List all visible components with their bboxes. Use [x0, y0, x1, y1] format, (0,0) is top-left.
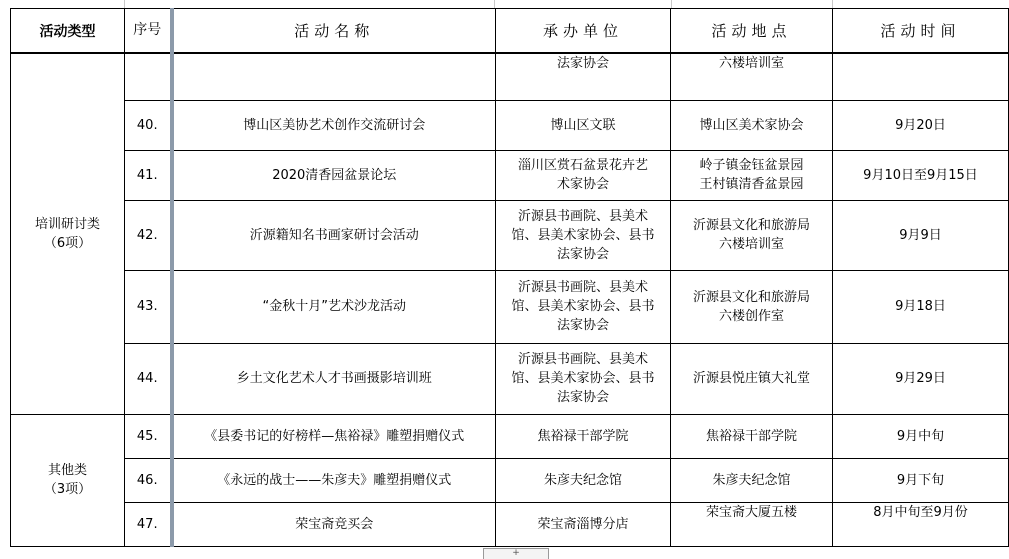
table-header-row: [11, 9, 1009, 54]
time-cell: 9月中旬: [833, 414, 1009, 458]
activity-name-cell: [172, 53, 496, 100]
category-cell: [11, 414, 125, 546]
category-count: （3项）: [43, 482, 92, 497]
location-line: 焦裕禄干部学院: [705, 428, 797, 444]
activity-name-cell: 《县委书记的好榜样—焦裕禄》雕塑捐赠仪式: [172, 414, 496, 458]
table-row: [11, 502, 1009, 546]
location-line: 六楼培训室: [718, 56, 784, 71]
organizer-cell: [496, 150, 671, 200]
document-table-area: [10, 8, 1008, 547]
organizer-line: 馆、县美术家协会、县书: [511, 371, 655, 386]
organizer-line: 朱彦夫纪念馆: [543, 472, 622, 488]
add-sheet-tab[interactable]: +: [483, 548, 549, 559]
table-row: [11, 458, 1009, 502]
seq-cell: 43.: [125, 270, 172, 343]
organizer-line: 淄川区赏石盆景花卉艺: [517, 158, 648, 173]
organizer-cell: [496, 200, 671, 270]
activity-name-cell: 乡土文化艺术人才书画摄影培训班: [172, 343, 496, 414]
activity-name-cell: 2020清香园盆景论坛: [172, 150, 496, 200]
organizer-cell: [496, 100, 671, 150]
activity-name-cell: 沂源籍知名书画家研讨会活动: [172, 200, 496, 270]
time-cell: 9月29日: [833, 343, 1009, 414]
column-marker: [832, 0, 833, 8]
location-cell: [671, 343, 833, 414]
organizer-line: 焦裕禄干部学院: [537, 428, 629, 444]
activity-name-cell: “金秋十月”艺术沙龙活动: [172, 270, 496, 343]
organizer-cell: [496, 502, 671, 546]
category-title: 其他类: [47, 463, 87, 478]
seq-cell: 41.: [125, 150, 172, 200]
category-count: （6项）: [43, 235, 92, 251]
seq-cell: 40.: [125, 100, 172, 150]
location-line: 沂源县文化和旅游局: [692, 289, 810, 305]
time-cell: 8月中旬至9月份: [833, 502, 1009, 546]
location-line: 岭子镇金钰盆景园: [699, 158, 804, 173]
location-line: 荣宝斋大厦五楼: [705, 504, 797, 520]
location-line: 沂源县文化和旅游局: [692, 218, 810, 233]
header-organizer: 承办单位: [496, 9, 671, 54]
table-row: [11, 343, 1009, 414]
time-cell: 9月9日: [833, 200, 1009, 270]
table-row: [11, 200, 1009, 270]
organizer-line: 术家协会: [556, 177, 609, 192]
location-line: 王村镇清香盆景园: [699, 177, 804, 192]
seq-cell: [125, 53, 172, 100]
activity-name-cell: 荣宝斋竞买会: [172, 502, 496, 546]
table-row: [11, 150, 1009, 200]
location-cell: [671, 100, 833, 150]
activity-name-cell: 博山区美协艺术创作交流研讨会: [172, 100, 496, 150]
seq-cell: 47.: [125, 502, 172, 546]
location-cell: [671, 53, 833, 100]
location-cell: [671, 458, 833, 502]
time-cell: [833, 53, 1009, 100]
table-row: [11, 100, 1009, 150]
seq-cell: 45.: [125, 414, 172, 458]
table-row: [11, 53, 1009, 100]
category-title: 培训研讨类: [34, 216, 100, 232]
column-marker: [494, 0, 495, 8]
seq-cell: 46.: [125, 458, 172, 502]
header-time: 活动时间: [833, 9, 1009, 54]
organizer-line: 荣宝斋淄博分店: [537, 516, 629, 532]
location-line: 博山区美术家协会: [699, 117, 804, 133]
table-row: [11, 270, 1009, 343]
organizer-line: 馆、县美术家协会、县书: [511, 227, 655, 243]
organizer-line: 法家协会: [556, 246, 609, 262]
location-cell: [671, 502, 833, 546]
header-category: 活动类型: [11, 9, 125, 54]
time-cell: 9月10日至9月15日: [833, 150, 1009, 200]
column-marker: [671, 0, 672, 8]
seq-cell: 44.: [125, 343, 172, 414]
activity-table: [10, 8, 1009, 547]
header-location: 活动地点: [671, 9, 833, 54]
organizer-line: 博山区文联: [550, 117, 616, 133]
location-cell: [671, 150, 833, 200]
location-line: 朱彦夫纪念馆: [712, 472, 791, 488]
location-cell: [671, 414, 833, 458]
location-line: 沂源县悦庄镇大礼堂: [692, 371, 810, 386]
location-line: 六楼培训室: [718, 237, 784, 252]
organizer-line: 法家协会: [556, 318, 609, 333]
organizer-cell: [496, 270, 671, 343]
organizer-cell: [496, 458, 671, 502]
location-cell: [671, 270, 833, 343]
time-cell: 9月18日: [833, 270, 1009, 343]
category-cell: [11, 53, 125, 414]
organizer-line: 馆、县美术家协会、县书: [511, 299, 655, 314]
time-cell: 9月20日: [833, 100, 1009, 150]
activity-name-cell: 《永远的战士——朱彦夫》雕塑捐赠仪式: [172, 458, 496, 502]
organizer-cell: [496, 343, 671, 414]
table-body: [11, 53, 1009, 546]
organizer-line: 法家协会: [556, 390, 609, 405]
organizer-cell: [496, 53, 671, 100]
location-cell: [671, 200, 833, 270]
table-row: [11, 414, 1009, 458]
header-seq: 序号: [125, 9, 172, 54]
header-name: 活动名称: [172, 9, 496, 54]
organizer-line: 沂源县书画院、县美术: [517, 280, 648, 295]
seq-cell: 42.: [125, 200, 172, 270]
organizer-line: 沂源县书画院、县美术: [517, 352, 648, 367]
organizer-cell: [496, 414, 671, 458]
organizer-line: 法家协会: [556, 56, 609, 71]
location-line: 六楼创作室: [718, 308, 784, 324]
time-cell: 9月下旬: [833, 458, 1009, 502]
column-marker: [124, 0, 125, 8]
organizer-line: 沂源县书画院、县美术: [517, 208, 648, 224]
